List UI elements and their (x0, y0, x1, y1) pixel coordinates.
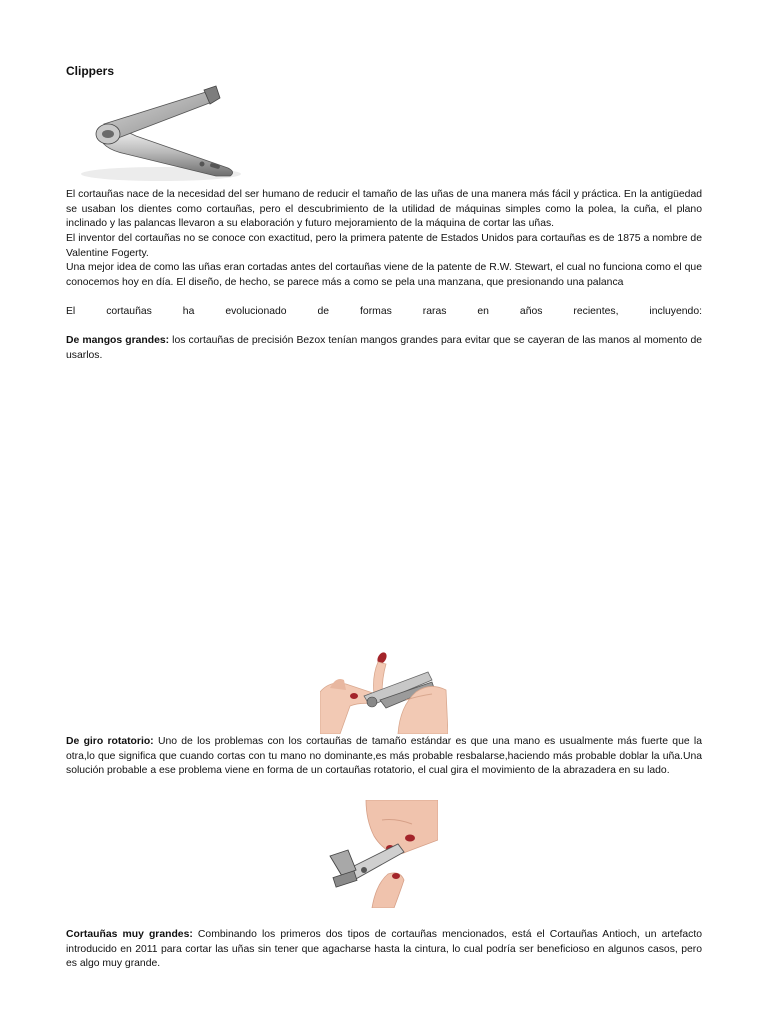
section-rotating-heading: De giro rotatorio: (66, 736, 154, 747)
section-large-handles-text: los cortauñas de precisión Bezox tenían mangos grandes para evitar que se cayeran de las manos al momento de usarlos. (66, 335, 703, 361)
section-rotating-text: Uno de los problemas con los cortauñas de tamaño estándar es que una mano es usualmente más fuerte que la otra,lo que significa que cuando cortas con tu mano no dominante,es más probable resbalarse,haciendo más probable doblar la uña.Una solución probable a ese problema viene en forma de un cortauñas rotatorio, el cual gira el movimiento de la abrazadera en su lado. (66, 736, 702, 777)
section-very-large-heading: Cortauñas muy grandes: (66, 929, 193, 940)
section-very-large-text: Combinando los primeros dos tipos de cortauñas mencionados, está el Cortauñas Antioch, un artefacto introducido en 2011 para cortar las uñas sin tener que agacharse hasta la cintura, lo cual podría ser beneficioso en algunos casos, pero es algo muy grande. (66, 929, 702, 970)
document-title: Clippers (66, 64, 115, 78)
intro-paragraph-3: Una mejor idea de como las uñas eran cortadas antes del cortauñas viene de la patente de R.W. Stewart, el cual no funciona como el que conocemos hoy en día. El diseño, de hecho, se parece más a como se pela una manzana, que presionando una palanca (66, 262, 702, 288)
section-large-handles (66, 334, 702, 363)
intro-paragraph-4: El cortauñas ha evolucionado de formas raras en años recientes, incluyendo: (66, 306, 702, 317)
nail-clipper-image (66, 80, 246, 184)
section-large-handles-heading: De mangos grandes: (66, 335, 170, 346)
hands-clipper-image (320, 610, 448, 734)
intro-paragraph-2: El inventor del cortauñas no se conoce con exactitud, pero la primera patente de Estados Unidos para cortauñas es de 1875 a nombre de Valentine Fogerty. (66, 233, 702, 259)
section-very-large (66, 928, 702, 972)
intro-paragraph-1: El cortauñas nace de la necesidad del ser humano de reducir el tamaño de las uñas de una manera más fácil y práctica. En la antigüedad se usaban los dientes como cortauñas, pero el descubrimiento de la utilidad de máquinas simples como la polea, la cuña, el plano inclinado y las palancas llevaron a su elaboración y futuro mejoramiento de la máquina de cortar las uñas. (66, 189, 702, 230)
rotating-clipper-image (326, 800, 438, 908)
section-rotating (66, 735, 702, 779)
